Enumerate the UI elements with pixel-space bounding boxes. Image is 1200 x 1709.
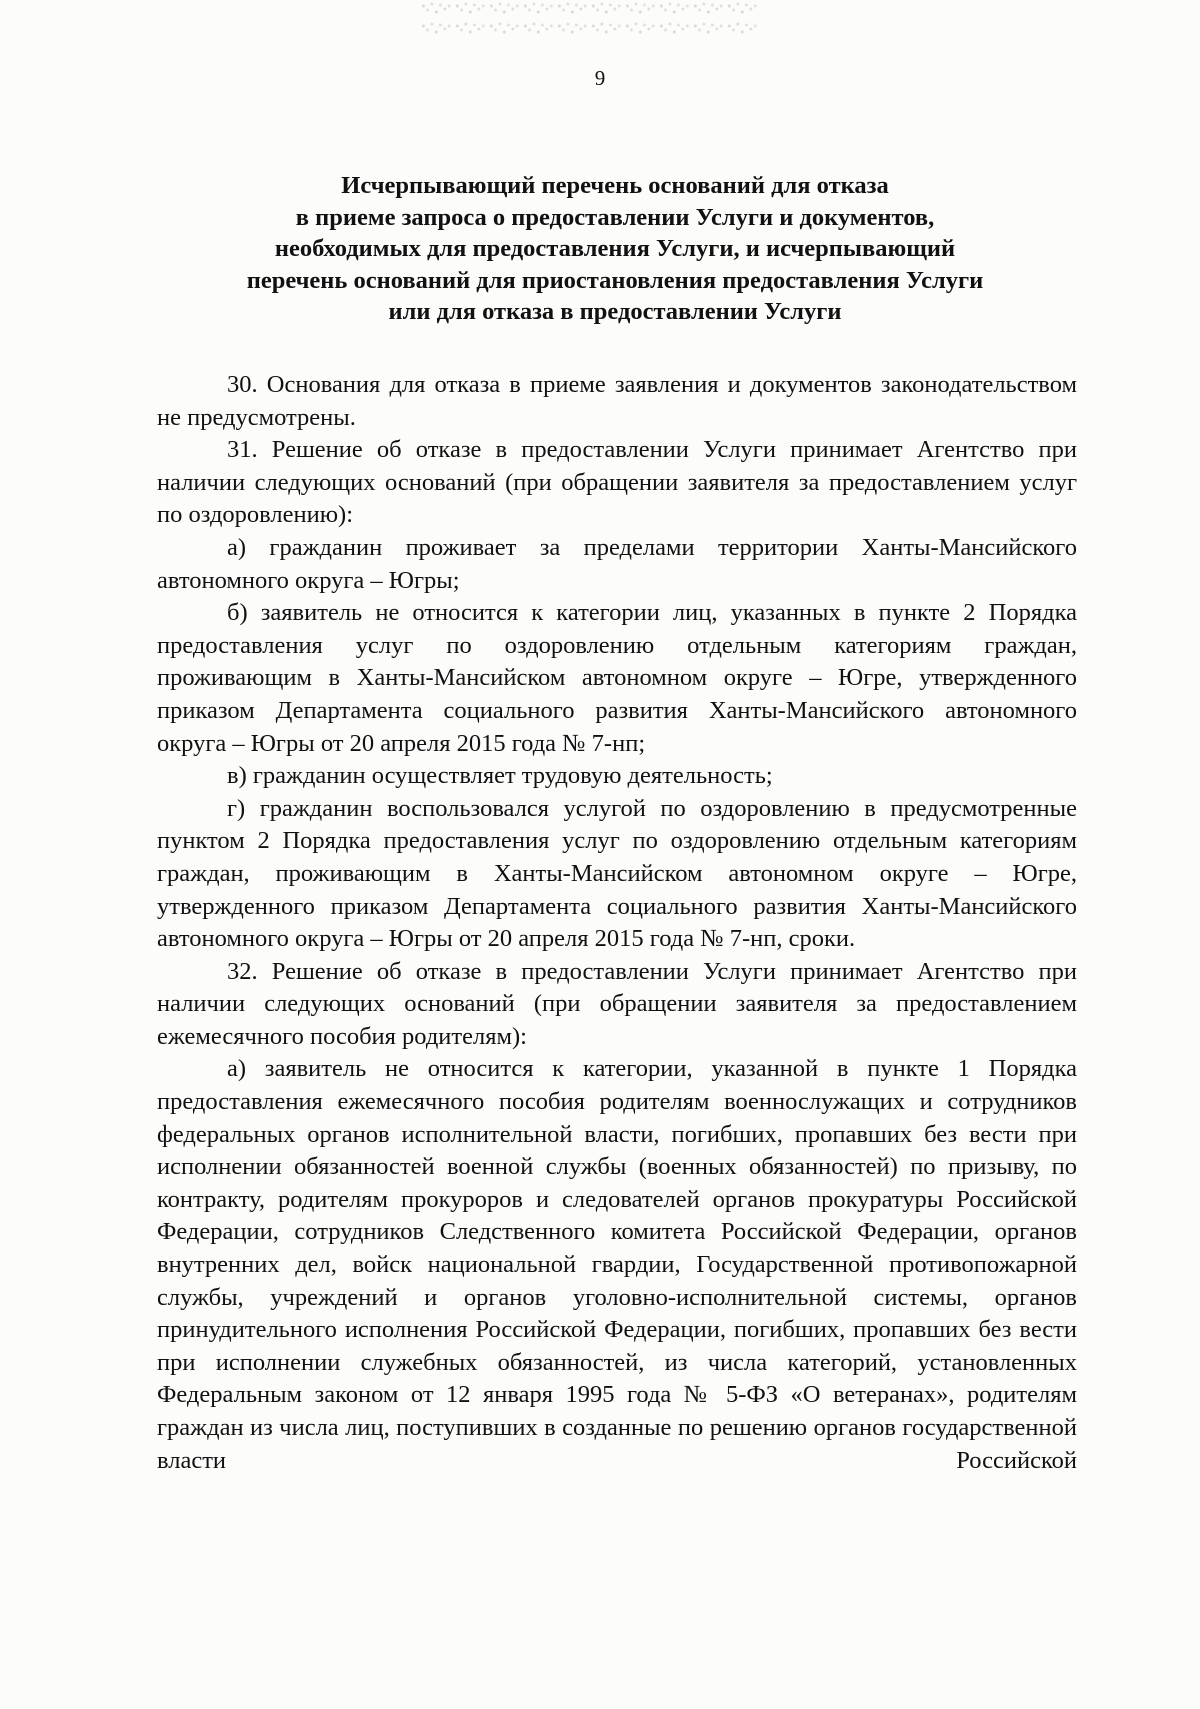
- paragraph-32: 32. Решение об отказе в предоставлении Услуги принимает Агентство при наличии следующих оснований (при обращении заявителя за предоставлением ежемесячного пособия родителям):: [157, 957, 1077, 1050]
- heading-line: или для отказа в предоставлении Услуги: [388, 298, 842, 325]
- heading-line: необходимых для предоставления Услуги, и исчерпывающий: [274, 235, 956, 262]
- scan-noise: [420, 0, 760, 40]
- heading-line: Исчерпывающий перечень оснований для отказа: [341, 172, 889, 199]
- paragraph-30: 30. Основания для отказа в приеме заявления и документов законодательством не предусмотрены.: [157, 371, 1077, 431]
- heading-line: в приеме запроса о предоставлении Услуги и документов,: [295, 203, 935, 231]
- paragraph-31-v: в) гражданин осуществляет трудовую деятельность;: [227, 762, 773, 790]
- paragraph-32-a: а) заявитель не относится к категории, указанной в пункте 1 Порядка предоставления ежемесячного пособия родителям военнослужащих и сотрудников федеральных органов исполнительной власти, погибших, пропавших без вести при исполнении обязанностей военной службы (военных обязанностей) по призыву, по контракту, родителям прокуроров и следователей органов прокуратуры Российской Федерации, сотрудников Следственного комитета Российской Федерации, органов внутренних дел, войск национальной гвардии, Государственной противопожарной службы, учреждений и органов уголовно-исполнительной системы, органов принудительного исполнения Российской Федерации, погибших, пропавших без вести при исполнении служебных обязанностей, из числа категорий, установленных Федеральным законом от 12 января 1995 года № 5-ФЗ «О ветеранах», родителям граждан из числа лиц, поступивших в созданные по решению органов государственной власти Российской: [157, 1055, 1077, 1474]
- paragraph-31-a: а) гражданин проживает за пределами территории Ханты-Мансийского автономного округа – Югры;: [157, 533, 1077, 594]
- heading-line: перечень оснований для приостановления предоставления Услуги: [246, 266, 984, 294]
- document-body: [157, 369, 1077, 1477]
- page-number: 9: [594, 66, 606, 90]
- section-heading: [150, 170, 1080, 328]
- paragraph-31: 31. Решение об отказе в предоставлении Услуги принимает Агентство при наличии следующих оснований (при обращении заявителя за предоставлением услуг по оздоровлению):: [157, 436, 1077, 529]
- paragraph-31-b: б) заявитель не относится к категории лиц, указанных в пункте 2 Порядка предоставления услуг по оздоровлению отдельным категориям граждан, проживающим в Ханты-Мансийском автономном округе – Югре, утвержденного приказом Департамента социального развития Ханты-Мансийского автономного округа – Югры от 20 апреля 2015 года № 7-нп;: [157, 599, 1077, 757]
- paragraph-31-g: г) гражданин воспользовался услугой по оздоровлению в предусмотренные пунктом 2 Порядка предоставления услуг по оздоровлению отдельным категориям граждан, проживающим в Ханты-Мансийском автономном округе – Югре, утвержденного приказом Департамента социального развития Ханты-Мансийского автономного округа – Югры от 20 апреля 2015 года № 7-нп, сроки.: [157, 794, 1077, 953]
